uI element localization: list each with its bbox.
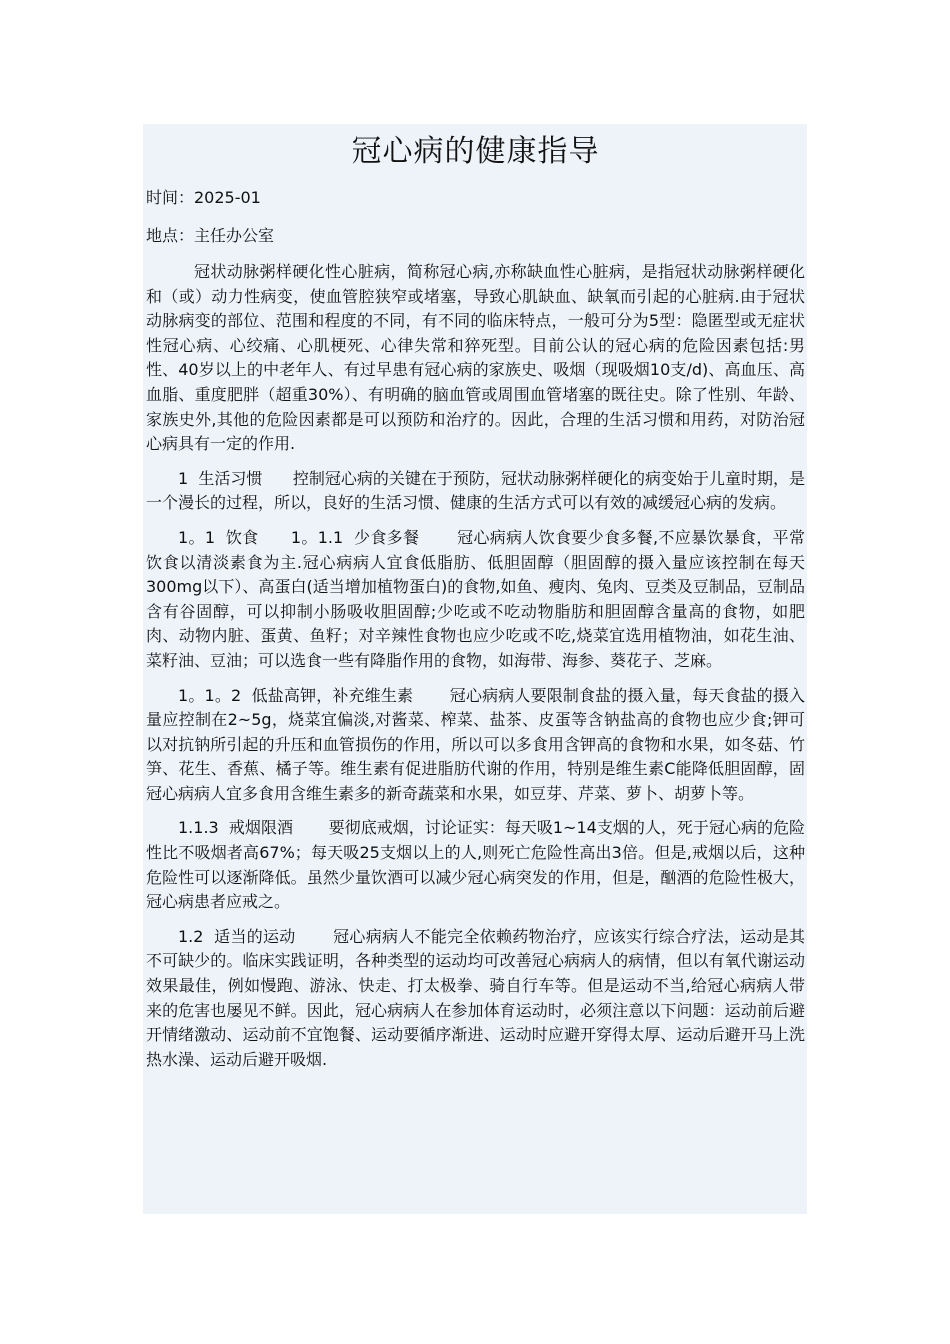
section-diet-paragraph	[146, 526, 805, 674]
paragraph-text: 冠心病病人要限制食盐的摄入量，每天食盐的摄入量应控制在2~5g，烧菜宜偏淡,对酱菜、榨菜、盐茶、皮蛋等含钠盐高的食物也应少食;钾可以对抗钠所引起的升压和血管损伤的作用，所以可以多食用含钾高的食物和水果，如冬菇、竹笋、花生、香蕉、橘子等。维生素有促进脂肪代谢的作用，特别是维生素C能降低胆固醇，固冠心病病人宜多食用含维生素多的新奇蔬菜和水果，如豆芽、芹菜、萝卜、胡萝卜等。	[146, 685, 805, 803]
paragraph-text: 冠心病病人不能完全依赖药物治疗，应该实行综合疗法，运动是其不可缺少的。临床实践证明，各种类型的运动均可改善冠心病病人的病情，但以有氧代谢运动效果最佳，例如慢跑、游泳、快走、打太极拳、骑自行车等。但是运动不当,给冠心病病人带来的危害也屡见不鲜。因此，冠心病病人在参加体育运动时，必须注意以下问题：运动前后避开情绪激动、运动前不宜饱餐、运动要循序渐进、运动时应避开穿得太厚、运动后避开马上洗热水澡、运动后避开吸烟.	[146, 926, 805, 1069]
meta-time: 时间：2025-01	[146, 188, 261, 207]
section-salt-paragraph	[146, 684, 805, 807]
meta-place: 地点：主任办公室	[146, 226, 275, 245]
section-smoking-paragraph	[146, 816, 805, 914]
section-lifestyle-paragraph	[146, 467, 805, 516]
paragraph-text: 冠心病病人饮食要少食多餐,不应暴饮暴食，平常饮食以清淡素食为主.冠心病病人宜食低脂肪、低胆固醇（胆固醇的摄入量应该控制在每天300mg以下）、高蛋白(适当增加植物蛋白)的食物,如鱼、瘦肉、兔肉、豆类及豆制品，豆制品含有谷固醇，可以抑制小肠吸收胆固醇;少吃或不吃动物脂肪和胆固醇含量高的食物，如肥肉、动物内脏、蛋黄、鱼籽；对辛辣性食物也应少吃或不吃,烧菜宜选用植物油，如花生油、菜籽油、豆油；可以选食一些有降脂作用的食物，如海带、海参、葵花子、芝麻。	[146, 527, 805, 670]
paragraph-text: 冠状动脉粥样硬化性心脏病，简称冠心病,亦称缺血性心脏病，是指冠状动脉粥样硬化和（或）动力性病变，使血管腔狭窄或堵塞，导致心肌缺血、缺氧而引起的心脏病.由于冠状动脉病变的部位、范围和程度的不同，有不同的临床特点，一般可分为5型：隐匿型或无症状性冠心病、心绞痛、心肌梗死、心律失常和猝死型。目前公认的冠心病的危险因素包括:男性、40岁以上的中老年人、有过早患有冠心病的家族史、吸烟（现吸烟10支/d)、高血压、高血脂、重度肥胖（超重30%）、有明确的脑血管或周围血管堵塞的既往史。除了性别、年龄、家族史外,其他的危险因素都是可以预防和治疗的。因此，合理的生活习惯和用药，对防治冠心病具有一定的作用.	[146, 262, 805, 454]
paragraph-text: 要彻底戒烟，讨论证实：每天吸1~14支烟的人，死于冠心病的危险性比不吸烟者高67%；每天吸25支烟以上的人,则死亡危险性高出3倍。但是,戒烟以后，这种危险性可以逐渐降低。虽然少量饮酒可以减少冠心病突发的作用，但是，酗酒的危险性极大，冠心病患者应戒之。	[146, 818, 805, 912]
section-heading: 1。1 饮食 1。1.1 少食多餐	[178, 527, 458, 547]
intro-paragraph	[146, 260, 805, 457]
section-heading: 1。1。2 低盐高钾，补充维生素	[178, 685, 450, 705]
section-heading: 1 生活习惯	[178, 468, 293, 488]
document-title: 冠心病的健康指导	[351, 134, 600, 169]
section-heading: 1.1.3 戒烟限酒	[178, 818, 329, 838]
paragraph-text: 控制冠心病的关键在于预防，冠状动脉粥样硬化的病变始于儿童时期，是一个漫长的过程，所以，良好的生活习惯、健康的生活方式可以有效的减缓冠心病的发病。	[146, 468, 805, 513]
document-page	[143, 124, 807, 1214]
section-exercise-paragraph	[146, 925, 805, 1073]
section-heading: 1.2 适当的运动	[178, 926, 334, 946]
